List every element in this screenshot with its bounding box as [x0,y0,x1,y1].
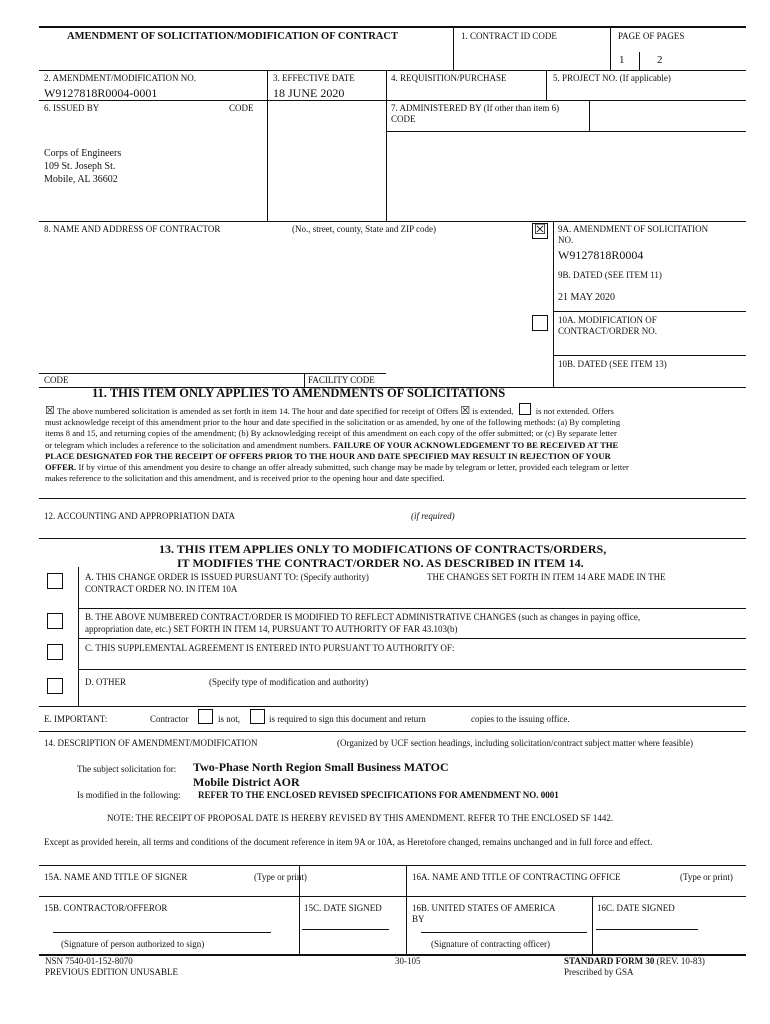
signer-16b-label: 16B. UNITED STATES OF AMERICA [412,903,556,913]
issuer-line-1: Corps of Engineers [44,148,122,159]
item13d-hint: (Specify type of modification and authority) [209,677,369,687]
rule [589,100,590,131]
officer-signature-caption: (Signature of contracting officer) [431,939,551,949]
contract-id-label: 1. CONTRACT ID CODE [461,31,557,41]
item11-line6a: OFFER. [45,462,77,473]
modified-text: REFER TO THE ENCLOSED REVISED SPECIFICATIONS FOR AMENDMENT NO. 0001 [198,790,559,800]
effective-date-value: 18 JUNE 2020 [273,86,345,100]
requisition-label: 4. REQUISITION/PURCHASE [391,73,507,83]
item12-hint: (if required) [411,511,455,521]
project-no-label: 5. PROJECT NO. (If applicable) [553,73,671,83]
rule [546,70,547,100]
is-not-checkbox[interactable] [198,709,213,724]
item14-label: 14. DESCRIPTION OF AMENDMENT/MODIFICATION [44,738,258,748]
rule [304,373,305,387]
important-contractor: Contractor [150,714,189,724]
officer-signature-line[interactable] [421,932,587,933]
item11-line4a: or telegram which includes a reference to the solicitation and amendment numbers. [45,439,331,450]
contractor-date-line[interactable] [302,929,389,930]
item9b-label: 9B. DATED (SEE ITEM 11) [558,270,662,280]
contractor-signature-line[interactable] [53,932,271,933]
rule [610,26,611,70]
signer-16c-label: 16C. DATE SIGNED [597,903,675,913]
rule [39,865,746,866]
not-extended-checkbox[interactable] [519,403,531,415]
rule [267,70,268,221]
item11-text [45,403,745,484]
total-pages: 2 [657,54,663,66]
rule [39,498,746,499]
item13b-checkbox[interactable] [47,613,63,629]
issued-by-label: 6. ISSUED BY [44,103,100,113]
footer-form-rev: (REV. 10-83) [654,956,705,966]
signer-15c-label: 15C. DATE SIGNED [304,903,382,913]
subject-prefix: The subject solicitation for: [77,764,177,774]
amendment-no-label: 2. AMENDMENT/MODIFICATION NO. [44,73,196,83]
signer-16a-label: 16A. NAME AND TITLE OF CONTRACTING OFFICE [412,872,621,882]
subject-title-1: Two-Phase North Region Small Business MATOC [193,760,449,774]
item9a-label: 9A. AMENDMENT OF SOLICITATION [558,224,709,234]
item13b-line2: appropriation date, etc.) SET FORTH IN ITEM 14, PURSUANT TO AUTHORITY OF FAR 43.103(b) [85,624,458,634]
item11-line1b: is extended, [472,406,514,416]
rule [553,221,554,387]
modified-prefix: Is modified in the following: [77,790,181,800]
item11-line6b: If by virtue of this amendment you desire to change an offer already submitted, such change may be made by telegram or letter, provided each telegram or letter [78,462,629,473]
signer-16b-by: BY [412,914,425,924]
effective-date-label: 3. EFFECTIVE DATE [273,73,355,83]
extended-check-icon[interactable]: ☒ [460,405,471,417]
rule [78,608,746,609]
footer-nsn: NSN 7540-01-152-8070 [45,956,133,966]
rule [39,538,746,539]
item11-line2: must acknowledge receipt of this amendment prior to the hour and date specified in the solicitation or as amended, by one of the following methods: (a) By completing [45,417,621,428]
item11-heading: 11. THIS ITEM ONLY APPLIES TO AMENDMENTS OF SOLICITATIONS [92,386,506,400]
important-is-required: is required to sign this document and return [269,714,426,724]
rule [453,26,454,70]
form-title: AMENDMENT OF SOLICITATION/MODIFICATION OF CONTRACT [67,31,398,42]
item13-heading-2: IT MODIFIES THE CONTRACT/ORDER NO. AS DESCRIBED IN ITEM 14. [177,556,584,570]
rule [39,100,746,101]
amendment-no-value: W9127818R0004-0001 [44,86,158,100]
footer-previous-edition: PREVIOUS EDITION UNUSABLE [45,967,178,977]
rule [78,638,746,639]
administered-code-label: CODE [391,114,416,124]
issued-by-code-label: CODE [229,103,254,113]
item14-note: NOTE: THE RECEIPT OF PROPOSAL DATE IS HEREBY REVISED BY THIS AMENDMENT. REFER TO THE ENCLOSED SF 1442. [107,813,614,823]
item10a-label-2: CONTRACT/ORDER NO. [558,326,658,336]
amendment-form [39,26,746,977]
item13c-checkbox[interactable] [47,644,63,660]
item10b-label: 10B. DATED (SEE ITEM 13) [558,359,667,369]
subject-title-2: Mobile District AOR [193,775,300,789]
item14-hint: (Organized by UCF section headings, including solicitation/contract subject matter where feasible) [337,738,693,748]
signer-15a-hint: (Type or print) [254,872,307,882]
page-number: 1 [619,54,625,66]
rule [592,896,593,954]
rule [78,567,79,706]
item9a-value: W9127818R0004 [558,248,644,262]
contractor-label: 8. NAME AND ADDRESS OF CONTRACTOR [44,224,221,234]
item13d-label: D. OTHER [85,677,126,687]
item13d-checkbox[interactable] [47,678,63,694]
item11-line4b: FAILURE OF YOUR ACKNOWLEDGEMENT TO BE RECEIVED AT THE [333,439,619,450]
item11-line1a: The above numbered solicitation is amended as set forth in item 14. The hour and date specified for receipt of Offers [56,406,459,416]
footer-code: 30-105 [395,956,421,966]
footer-form-number [564,956,705,967]
rule [39,731,746,732]
item13a-line1b: THE CHANGES SET FORTH IN ITEM 14 ARE MADE IN THE [427,572,666,582]
rule [386,70,387,221]
contractor-hint: (No., street, county, State and ZIP code) [292,224,437,234]
item11-line1c: is not extended. Offers [535,406,614,416]
item10-checkbox[interactable] [532,315,548,331]
code-label: CODE [44,375,69,385]
rule [386,131,746,132]
item9-checkbox[interactable]: ☒ [533,223,547,238]
signer-15a-label: 15A. NAME AND TITLE OF SIGNER [44,872,188,882]
footer-prescribed: Prescribed by GSA [564,967,634,977]
rule [553,355,746,356]
item13a-line2: CONTRACT ORDER NO. IN ITEM 10A [85,584,238,594]
rule [406,865,407,954]
item11-line5: PLACE DESIGNATED FOR THE RECEIPT OF OFFERS PRIOR TO THE HOUR AND DATE SPECIFIED MAY RESULT IN REJECTION OF YOUR [45,450,611,461]
item11-line3: items 8 and 15, and returning copies of the amendment; (b) By acknowledging receipt of this amendment on each copy of the offer submitted; or (c) By separate letter [45,428,617,439]
item9b-value: 21 MAY 2020 [558,292,616,303]
rule [39,221,746,222]
rule [39,70,746,71]
signer-16a-hint: (Type or print) [680,872,733,882]
important-is-not: is not, [218,714,241,724]
rule [639,52,640,70]
rule [39,896,746,897]
important-label: E. IMPORTANT: [44,714,108,724]
footer-form-bold: STANDARD FORM 30 [564,956,655,966]
item13b-line1: B. THE ABOVE NUMBERED CONTRACT/ORDER IS MODIFIED TO REFLECT ADMINISTRATIVE CHANGES (such as changes in paying office, [85,612,641,622]
rule [39,373,386,374]
officer-date-line[interactable] [596,929,698,930]
rule [553,311,746,312]
item13-heading-1: 13. THIS ITEM APPLIES ONLY TO MODIFICATIONS OF CONTRACTS/ORDERS, [159,542,607,556]
rule [78,669,746,670]
item13c-line: C. THIS SUPPLEMENTAL AGREEMENT IS ENTERED INTO PURSUANT TO AUTHORITY OF: [85,643,455,653]
contractor-signature-caption: (Signature of person authorized to sign) [61,939,205,949]
issuer-line-3: Mobile, AL 36602 [44,174,118,185]
item12-label: 12. ACCOUNTING AND APPROPRIATION DATA [44,511,236,521]
signer-15b-label: 15B. CONTRACTOR/OFFEROR [44,903,168,913]
is-required-checkbox[interactable] [250,709,265,724]
item11-check-icon[interactable]: ☒ [45,405,55,417]
administered-by-label: 7. ADMINISTERED BY (If other than item 6) [391,103,560,113]
important-copies: copies to the issuing office. [471,714,570,724]
rule [39,26,746,28]
issuer-line-2: 109 St. Joseph St. [44,161,116,172]
item9a-label-no: NO. [558,235,574,245]
item13a-line1a: A. THIS CHANGE ORDER IS ISSUED PURSUANT TO: (Specify authority) [85,572,369,582]
rule [39,706,746,707]
facility-code-label: FACILITY CODE [308,375,375,385]
item13a-checkbox[interactable] [47,573,63,589]
item10a-label: 10A. MODIFICATION OF [558,315,657,325]
item14-except: Except as provided herein, all terms and conditions of the document reference in item 9A or 10A, as Heretofore changed, remains unchanged and in full force and effect. [44,837,653,847]
page-of-pages-label: PAGE OF PAGES [618,31,685,41]
item11-line7: makes reference to the solicitation and this amendment, and is received prior to the opening hour and date specified. [45,473,445,484]
